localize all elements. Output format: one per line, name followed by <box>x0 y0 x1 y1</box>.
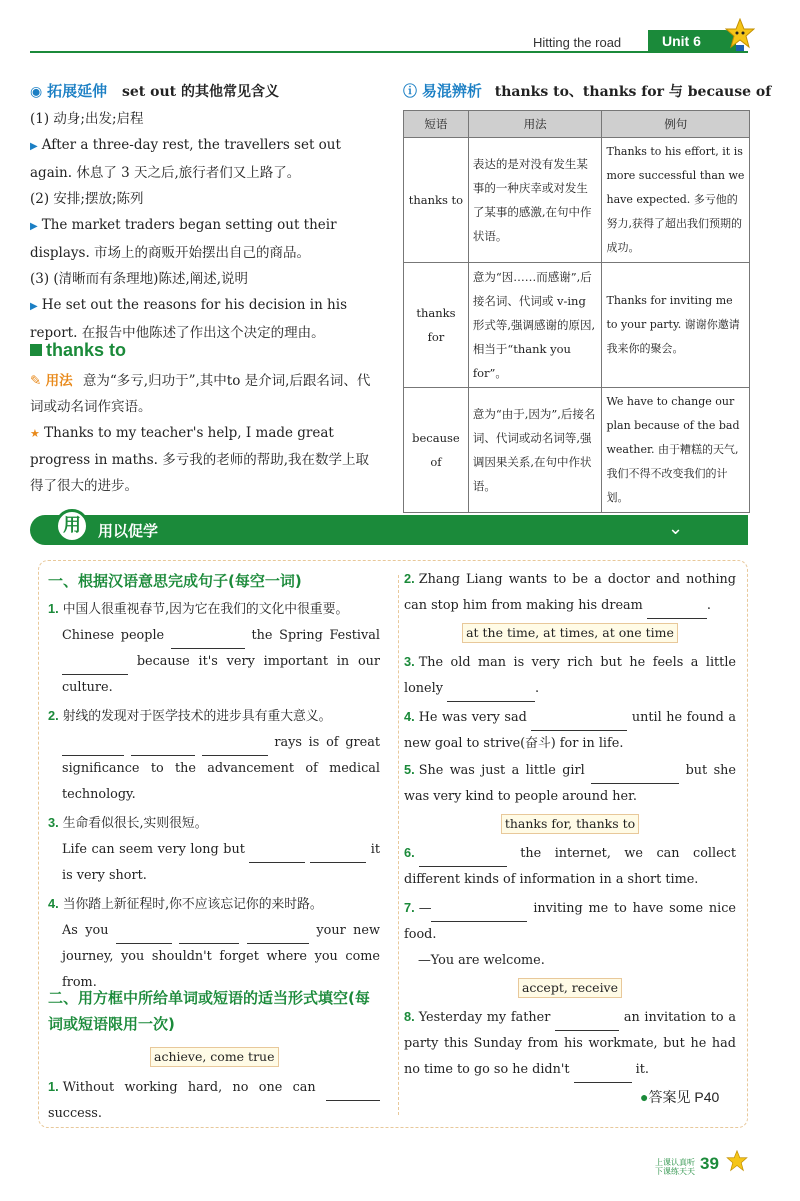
p2-q1: 1. Without working hard, no one can success. <box>48 1074 380 1127</box>
answer-blank[interactable] <box>591 769 679 784</box>
comparison-table <box>403 110 750 513</box>
meaning-2: (2) 安排;摆放;陈列 <box>30 191 144 207</box>
col-example: 例句 <box>602 111 750 138</box>
q4-cn: 4. 当你踏上新征程时,你不应该忘记你的来时路。 <box>48 896 323 912</box>
answer-blank[interactable] <box>326 1086 380 1101</box>
example-1-cn: 休息了 3 天之后,旅行者们又上路了。 <box>76 165 301 181</box>
usage-cell: 意为“因……而感谢”,后接名词、代词或 v-ing 形式等,强调感谢的原因,相当于“thank you for”。 <box>468 263 602 388</box>
wifi-icon: ◉ <box>30 84 43 100</box>
example-3-en: He set out the reasons for his decision in his report. <box>30 297 348 341</box>
pen-icon: ✎ <box>30 373 42 389</box>
phrase-cell: because of <box>404 388 469 513</box>
answer-blank[interactable] <box>647 604 707 619</box>
answer-blank[interactable] <box>531 716 627 731</box>
thanks-to-usage: ✎ 用法 意为“多亏,归功于”,其中to 是介词,后跟名词、代词或动名词作宾语。 <box>30 373 371 415</box>
star-footer-icon <box>726 1150 748 1174</box>
word-box-3: thanks for, thanks to <box>404 812 736 838</box>
word-box-2: at the time, at times, at one time <box>404 621 736 647</box>
phrase-cell: thanks for <box>404 263 469 388</box>
answer-blank[interactable] <box>249 848 305 863</box>
example-3-cn: 在报告中他陈述了作出这个决定的理由。 <box>81 325 325 341</box>
star-bullet-icon: ★ <box>30 427 40 440</box>
phrase-cell: thanks to <box>404 138 469 263</box>
meaning-1: (1) 动身;出发;启程 <box>30 111 144 127</box>
expand-label: 拓展延伸 <box>47 82 108 100</box>
answer-blank[interactable] <box>574 1068 632 1083</box>
thanks-to-example: ★ Thanks to my teacher's help, I made great progress in maths. 多亏我的老师的帮助,我在数学上取得了很大的进步。 <box>30 425 370 494</box>
confusion-heading: ⓘ 易混辨析 thanks to、thanks for 与 because of <box>403 82 772 100</box>
example-cell: Thanks to his effort, it is more successful than we have expected. 多亏他的努力,获得了超出我们预期的成功。 <box>602 138 750 263</box>
part2-heading: 二、用方框中所给单词或短语的适当形式填空(每词或短语限用一次) <box>48 989 370 1033</box>
expand-item-1 <box>30 106 380 346</box>
answer-blank[interactable] <box>247 929 309 944</box>
p2-q3: 3. The old man is very rich but he feels a little lonely . <box>404 649 736 702</box>
answer-blank[interactable] <box>171 634 245 649</box>
p2-right-questions <box>404 566 736 1083</box>
unit-tab: Unit 6 <box>648 30 736 52</box>
header-section-title: Hitting the road <box>533 35 622 50</box>
q3-cn: 3. 生命看似很长,实则很短。 <box>48 815 208 831</box>
word-box-4: accept, receive <box>404 976 736 1002</box>
bullet-icon: ▶ <box>30 301 38 312</box>
info-circle-icon: ⓘ <box>403 84 417 100</box>
column-divider <box>398 575 399 1115</box>
p2-q7-reply: —You are welcome. <box>418 953 545 968</box>
p2-q4: 4. He was very sad until he found a new goal to strive(奋斗) for in life. <box>404 709 736 751</box>
p2-q5: 5. She was just a little girl but she was very kind to people around her. <box>404 762 736 804</box>
usage-cell: 意为“由于,因为”,后接名词、代词或动名词等,强调因果关系,在句中作状语。 <box>468 388 602 513</box>
meaning-3: (3) (清晰而有条理地)陈述,阐述,说明 <box>30 271 249 287</box>
answer-blank[interactable] <box>447 687 535 702</box>
answer-blank[interactable] <box>419 852 507 867</box>
location-pin-icon: ● <box>640 1089 649 1105</box>
col-usage: 用法 <box>468 111 602 138</box>
table-row <box>404 263 750 388</box>
usage-cell: 表达的是对没有发生某事的一种庆幸或对发生了某事的感激,在句中作状语。 <box>468 138 602 263</box>
header-rule <box>30 51 748 53</box>
example-2-en: The market traders began setting out their displays. <box>30 217 337 261</box>
answer-blank[interactable] <box>555 1016 619 1031</box>
footer-badge: 上课认真听 下课练天天 <box>655 1158 695 1176</box>
example-1-en: After a three-day rest, the travellers set out again. <box>30 137 341 181</box>
answer-reference[interactable]: ●答案见 P40 <box>640 1089 720 1105</box>
part1-questions: 1. 中国人很重视春节,因为它在我们的文化中很重要。 Chinese people the Spring Festival because it's very important in our culture. 2. 射线的发现对于医学技术的进步具有重大意义。 rays is of great significance to the advancement of medical technology. 3. 生命看似很长,实则很短。 Life can seem very long but it is very short. 4. 当你踏上新征程时,你不应该忘记你的来时路。 As you your new journey, you shouldn't forget where you come from. <box>48 596 380 996</box>
answer-blank[interactable] <box>202 741 268 756</box>
p2-q8: 8. Yesterday my father an invitation to a party this Sunday from his workmate, but he had no time to go so he didn't it. <box>404 1004 736 1083</box>
answer-blank[interactable] <box>310 848 366 863</box>
p2-q6: 6. the internet, we can collect different kinds of information in a short time. <box>404 845 736 887</box>
square-marker-icon <box>30 344 42 356</box>
answer-blank[interactable] <box>62 660 128 675</box>
answer-blank[interactable] <box>116 929 172 944</box>
star-mascot-icon <box>725 18 755 52</box>
example-cell: We have to change our plan because of the bad weather. 由于糟糕的天气,我们不得不改变我们的计划。 <box>602 388 750 513</box>
q2-cn: 2. 射线的发现对于医学技术的进步具有重大意义。 <box>48 708 332 724</box>
bullet-icon: ▶ <box>30 141 38 152</box>
page-number: 39 <box>700 1154 719 1173</box>
expand-heading <box>30 80 279 101</box>
q1-cn: 1. 中国人很重视春节,因为它在我们的文化中很重要。 <box>48 601 349 617</box>
bullet-icon: ▶ <box>30 221 38 232</box>
answer-blank[interactable] <box>179 929 239 944</box>
word-box-1: achieve, come true <box>150 1046 279 1067</box>
table-row <box>404 138 750 263</box>
answer-blank[interactable] <box>431 907 527 922</box>
table-row <box>404 388 750 513</box>
part1-heading: 一、根据汉语意思完成句子(每空一词) <box>48 572 302 590</box>
practice-icon: 用 <box>55 509 89 543</box>
thanks-to-heading: thanks to <box>30 340 126 361</box>
answer-blank[interactable] <box>131 741 195 756</box>
example-2-cn: 市场上的商贩开始摆出自己的商品。 <box>94 245 311 261</box>
practice-title: 用以促学 <box>98 522 159 540</box>
col-phrase: 短语 <box>404 111 469 138</box>
answer-blank[interactable] <box>62 741 124 756</box>
example-cell: Thanks for inviting me to your party. 谢谢你邀请我来你的聚会。 <box>602 263 750 388</box>
expand-title: set out 的其他常见含义 <box>121 84 279 100</box>
table-header-row <box>404 111 750 138</box>
chevron-down-icon[interactable]: ⌄ <box>668 518 684 539</box>
p2-q7: 7. — inviting me to have some nice food. <box>404 900 736 942</box>
p2-q2: 2. Zhang Liang wants to be a doctor and nothing can stop him from making his dream . <box>404 566 736 619</box>
